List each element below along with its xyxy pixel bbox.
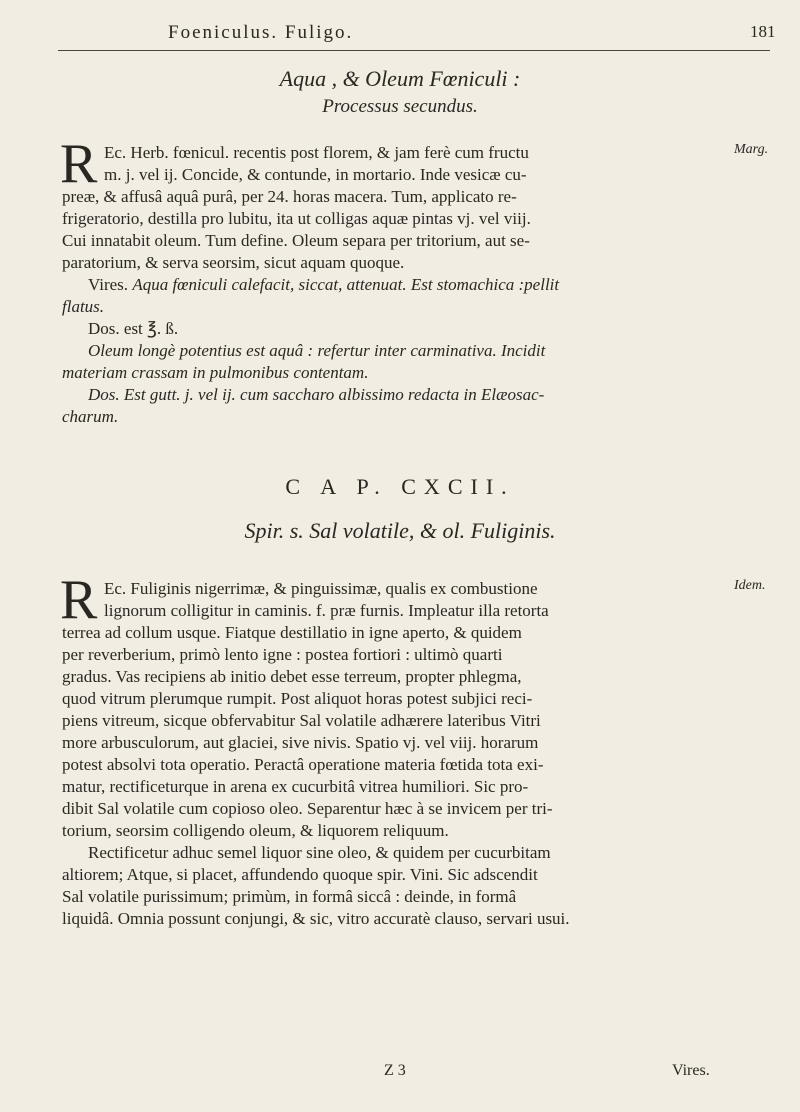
section1-margin-note: Marg.: [734, 142, 769, 157]
section1-line-2: m. j. vel ij. Concide, & contunde, in mortario. Inde vesicæ cu-: [104, 165, 527, 184]
oleum-line-2: materiam crassam in pulmonibus contentam.: [62, 363, 369, 382]
section1-line-3: preæ, & affusâ aquâ purâ, per 24. horas macera. Tum, applicato re-: [62, 187, 517, 206]
section2-line-15: Sal volatile purissimum; primùm, in formâ siccâ : deinde, in formâ: [62, 887, 517, 906]
section1-line-5: Cui innatabit oleum. Tum define. Oleum separa per tritorium, aut se-: [62, 231, 530, 250]
section1-line-1: Ec. Herb. fœnicul. recentis post florem, & jam ferè cum fructu: [104, 143, 529, 162]
section2-line-14: altiorem; Atque, si placet, affundendo quoque spir. Vini. Sic adscendit: [62, 865, 538, 884]
section2-line-5: gradus. Vas recipiens ab initio debet esse terreum, propter phlegma,: [62, 667, 522, 686]
section2-line-13: Rectificetur adhuc semel liquor sine oleo, & quidem per cucurbitam: [88, 843, 551, 862]
dosis-water: Dos. est ℥. ß.: [88, 319, 179, 338]
dosis-oil-line-2: charum.: [62, 407, 119, 426]
vires-text-continued: flatus.: [62, 297, 105, 316]
section2-line-8: more arbusculorum, aut glaciei, sive nivis. Spatio vj. vel viij. horarum: [62, 733, 539, 752]
signature-mark: Z 3: [384, 1062, 406, 1079]
section2-line-6: quod vitrum plerumque rumpit. Post aliquot horas potest subjici reci-: [62, 689, 533, 708]
section2-line-10: matur, rectificeturque in arena ex cucurbitâ vitrea humiliori. Sic pro-: [62, 777, 529, 796]
vires-label: Vires.: [88, 275, 129, 294]
page-number: 181: [750, 22, 776, 41]
dosis-oil-line-1: Dos. Est gutt. j. vel ij. cum saccharo albissimo redacta in Elæosac-: [88, 385, 545, 404]
section1-drop-cap: R: [60, 133, 98, 195]
section2-line-1: Ec. Fuliginis nigerrimæ, & pinguissimæ, qualis ex combustione: [104, 579, 538, 598]
section1-line-4: frigeratorio, destilla pro lubitu, ita ut colligas aquæ pintas vj. vel viij.: [62, 209, 531, 228]
section2-line-9: potest absolvi tota operatio. Peractâ operatione materia fœtida tota exi-: [62, 755, 544, 774]
running-head: Foeniculus. Fuligo.: [168, 22, 354, 43]
section2-line-3: terrea ad collum usque. Fiatque destillatio in igne aperto, & quidem: [62, 623, 522, 642]
chapter-heading: C A P. CXCII.: [285, 474, 515, 499]
section2-drop-cap: R: [60, 569, 98, 631]
section2-line-2: lignorum colligitur in caminis. f. præ furnis. Impleatur illa retorta: [104, 601, 549, 620]
section1-recipe: [62, 142, 762, 428]
header-rule: [58, 50, 770, 51]
section2-margin-note: Idem.: [734, 578, 766, 593]
section1-line-6: paratorium, & serva seorsim, sicut aquam quoque.: [62, 253, 405, 272]
section1-subtitle: Processus secundus.: [322, 96, 478, 117]
vires-line: [62, 274, 762, 296]
section2-line-4: per reverberium, primò lento igne : postea fortiori : ultimò quarti: [62, 645, 503, 664]
catchword: Vires.: [672, 1062, 710, 1079]
section1-title: Aqua , & Oleum Fœniculi :: [279, 66, 521, 91]
section2-recipe: [62, 578, 762, 930]
vires-text: Aqua fœniculi calefacit, siccat, attenuat. Est stomachica :pellit: [132, 275, 560, 294]
section2-line-12: torium, seorsim colligendo oleum, & liquorem reliquum.: [62, 821, 449, 840]
section2-line-11: dibit Sal volatile cum copioso oleo. Separentur hæc à se invicem per tri-: [62, 799, 553, 818]
section2-title: Spir. s. Sal volatile, & ol. Fuliginis.: [244, 518, 556, 543]
section2-line-16: liquidâ. Omnia possunt conjungi, & sic, vitro accuratè clauso, servari usui.: [62, 909, 570, 928]
section2-line-7: piens vitreum, sicque obfervabitur Sal volatile adhærere lateribus Vitri: [62, 711, 541, 730]
oleum-line-1: Oleum longè potentius est aquâ : refertur inter carminativa. Incidit: [88, 341, 546, 360]
